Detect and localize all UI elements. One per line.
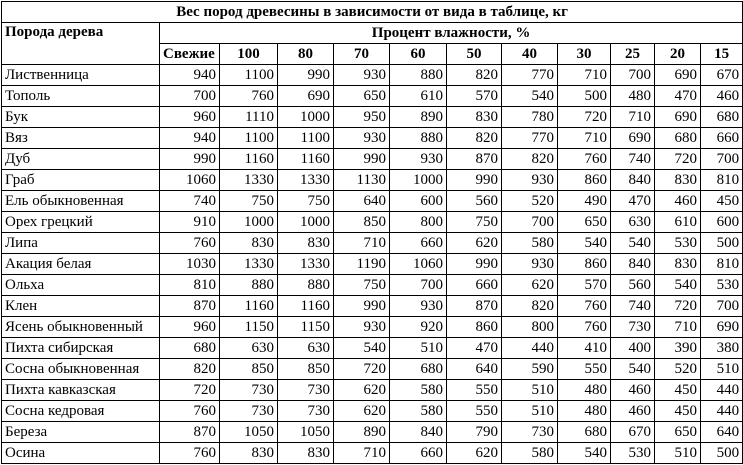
weight-value-cell: 630	[278, 338, 334, 359]
moisture-group-header: Процент влажности, %	[160, 23, 743, 44]
weight-value-cell: 660	[701, 128, 743, 149]
table-row	[2, 296, 743, 317]
weight-value-cell: 1050	[278, 422, 334, 443]
weight-value-cell: 470	[655, 86, 701, 107]
weight-value-cell: 770	[502, 128, 558, 149]
weight-value-cell: 590	[502, 359, 558, 380]
table-header	[2, 2, 743, 65]
weight-value-cell: 460	[701, 86, 743, 107]
weight-value-cell: 830	[655, 254, 701, 275]
weight-value-cell: 930	[334, 128, 390, 149]
weight-value-cell: 740	[611, 149, 655, 170]
weight-value-cell: 840	[390, 422, 447, 443]
weight-value-cell: 710	[558, 65, 611, 86]
table-row	[2, 128, 743, 149]
weight-value-cell: 690	[655, 65, 701, 86]
weight-value-cell: 680	[390, 359, 447, 380]
weight-value-cell: 620	[502, 275, 558, 296]
weight-value-cell: 620	[334, 380, 390, 401]
caption-row	[2, 2, 743, 23]
weight-value-cell: 920	[390, 317, 447, 338]
weight-value-cell: 660	[390, 233, 447, 254]
table-caption: Вес пород древесины в зависимости от вида в таблице, кг	[2, 2, 743, 23]
weight-value-cell: 730	[278, 380, 334, 401]
weight-value-cell: 850	[278, 359, 334, 380]
weight-value-cell: 910	[160, 212, 220, 233]
weight-value-cell: 810	[701, 254, 743, 275]
weight-value-cell: 710	[334, 443, 390, 464]
wood-species-name: Бук	[2, 107, 160, 128]
table-row	[2, 170, 743, 191]
wood-species-name: Пихта сибирская	[2, 338, 160, 359]
wood-species-name: Сосна обыкновенная	[2, 359, 160, 380]
wood-species-name: Ольха	[2, 275, 160, 296]
weight-value-cell: 690	[611, 128, 655, 149]
weight-value-cell: 1160	[220, 149, 278, 170]
weight-value-cell: 720	[558, 107, 611, 128]
weight-value-cell: 620	[334, 401, 390, 422]
wood-species-name: Тополь	[2, 86, 160, 107]
column-header: 15	[701, 44, 743, 65]
weight-value-cell: 730	[611, 317, 655, 338]
weight-value-cell: 830	[278, 443, 334, 464]
weight-value-cell: 510	[390, 338, 447, 359]
weight-value-cell: 620	[447, 443, 502, 464]
weight-value-cell: 690	[655, 107, 701, 128]
table-row	[2, 86, 743, 107]
weight-value-cell: 870	[160, 296, 220, 317]
weight-value-cell: 850	[334, 212, 390, 233]
weight-value-cell: 830	[278, 233, 334, 254]
weight-value-cell: 510	[701, 359, 743, 380]
column-header: 100	[220, 44, 278, 65]
weight-value-cell: 720	[160, 380, 220, 401]
weight-value-cell: 800	[502, 317, 558, 338]
weight-value-cell: 890	[390, 107, 447, 128]
wood-species-name: Граб	[2, 170, 160, 191]
table-row	[2, 233, 743, 254]
weight-value-cell: 710	[611, 107, 655, 128]
weight-value-cell: 460	[611, 401, 655, 422]
weight-value-cell: 680	[160, 338, 220, 359]
weight-value-cell: 700	[502, 212, 558, 233]
table-row	[2, 149, 743, 170]
weight-value-cell: 960	[160, 317, 220, 338]
weight-value-cell: 680	[701, 107, 743, 128]
weight-value-cell: 1330	[220, 254, 278, 275]
weight-value-cell: 820	[502, 296, 558, 317]
wood-species-name: Вяз	[2, 128, 160, 149]
weight-value-cell: 1000	[390, 170, 447, 191]
table-row	[2, 107, 743, 128]
weight-value-cell: 870	[160, 422, 220, 443]
weight-value-cell: 1110	[220, 107, 278, 128]
weight-value-cell: 660	[390, 443, 447, 464]
table-row	[2, 191, 743, 212]
weight-value-cell: 640	[334, 191, 390, 212]
weight-value-cell: 700	[611, 65, 655, 86]
weight-value-cell: 610	[655, 212, 701, 233]
column-header: 25	[611, 44, 655, 65]
table-body	[2, 65, 743, 464]
weight-value-cell: 500	[701, 233, 743, 254]
weight-value-cell: 660	[447, 275, 502, 296]
weight-value-cell: 700	[390, 275, 447, 296]
weight-value-cell: 530	[655, 233, 701, 254]
weight-value-cell: 830	[220, 233, 278, 254]
table-row	[2, 317, 743, 338]
weight-value-cell: 990	[447, 254, 502, 275]
weight-value-cell: 770	[502, 65, 558, 86]
weight-value-cell: 620	[447, 233, 502, 254]
weight-value-cell: 580	[390, 401, 447, 422]
weight-value-cell: 390	[655, 338, 701, 359]
weight-value-cell: 1000	[278, 212, 334, 233]
weight-value-cell: 570	[558, 275, 611, 296]
weight-value-cell: 700	[701, 296, 743, 317]
weight-value-cell: 460	[611, 380, 655, 401]
weight-value-cell: 990	[447, 170, 502, 191]
wood-species-name: Ель обыкновенная	[2, 191, 160, 212]
weight-value-cell: 840	[611, 170, 655, 191]
weight-value-cell: 510	[655, 443, 701, 464]
column-header: 80	[278, 44, 334, 65]
weight-value-cell: 750	[220, 191, 278, 212]
weight-value-cell: 510	[502, 401, 558, 422]
weight-value-cell: 1100	[220, 128, 278, 149]
column-header: 50	[447, 44, 502, 65]
weight-value-cell: 550	[447, 401, 502, 422]
weight-value-cell: 730	[220, 401, 278, 422]
weight-value-cell: 930	[502, 254, 558, 275]
weight-value-cell: 940	[160, 65, 220, 86]
weight-value-cell: 830	[447, 107, 502, 128]
table-row	[2, 338, 743, 359]
weight-value-cell: 1060	[160, 170, 220, 191]
weight-value-cell: 880	[220, 275, 278, 296]
weight-value-cell: 690	[278, 86, 334, 107]
weight-value-cell: 600	[701, 212, 743, 233]
column-header: 60	[390, 44, 447, 65]
weight-value-cell: 570	[447, 86, 502, 107]
weight-value-cell: 540	[611, 233, 655, 254]
weight-value-cell: 820	[160, 359, 220, 380]
weight-value-cell: 800	[390, 212, 447, 233]
weight-value-cell: 1130	[334, 170, 390, 191]
wood-species-name: Клен	[2, 296, 160, 317]
weight-value-cell: 520	[655, 359, 701, 380]
weight-value-cell: 480	[558, 401, 611, 422]
weight-value-cell: 710	[558, 128, 611, 149]
weight-value-cell: 870	[447, 149, 502, 170]
weight-value-cell: 440	[502, 338, 558, 359]
weight-value-cell: 1030	[160, 254, 220, 275]
column-header: 20	[655, 44, 701, 65]
weight-value-cell: 760	[160, 401, 220, 422]
weight-value-cell: 580	[390, 380, 447, 401]
weight-value-cell: 440	[701, 380, 743, 401]
weight-value-cell: 760	[558, 296, 611, 317]
weight-value-cell: 820	[502, 149, 558, 170]
weight-value-cell: 860	[558, 170, 611, 191]
weight-value-cell: 880	[278, 275, 334, 296]
weight-value-cell: 760	[160, 233, 220, 254]
weight-value-cell: 600	[390, 191, 447, 212]
weight-value-cell: 720	[655, 149, 701, 170]
weight-value-cell: 860	[558, 254, 611, 275]
weight-value-cell: 550	[447, 380, 502, 401]
weight-value-cell: 930	[390, 149, 447, 170]
weight-value-cell: 960	[160, 107, 220, 128]
weight-value-cell: 1150	[220, 317, 278, 338]
weight-value-cell: 380	[701, 338, 743, 359]
weight-value-cell: 930	[390, 296, 447, 317]
weight-value-cell: 540	[611, 359, 655, 380]
weight-value-cell: 850	[220, 359, 278, 380]
weight-value-cell: 550	[558, 359, 611, 380]
wood-species-name: Осина	[2, 443, 160, 464]
weight-value-cell: 1150	[278, 317, 334, 338]
weight-value-cell: 650	[334, 86, 390, 107]
table-row	[2, 443, 743, 464]
weight-value-cell: 1050	[220, 422, 278, 443]
weight-value-cell: 580	[502, 443, 558, 464]
table-row	[2, 422, 743, 443]
row-header-label: Порода дерева	[2, 23, 160, 65]
weight-value-cell: 610	[390, 86, 447, 107]
weight-value-cell: 450	[701, 191, 743, 212]
table-row	[2, 212, 743, 233]
weight-value-cell: 990	[334, 296, 390, 317]
weight-value-cell: 950	[334, 107, 390, 128]
group-header-row	[2, 23, 743, 44]
weight-value-cell: 990	[160, 149, 220, 170]
weight-value-cell: 1160	[278, 296, 334, 317]
wood-weight-table	[1, 1, 743, 464]
weight-value-cell: 710	[655, 317, 701, 338]
weight-value-cell: 720	[655, 296, 701, 317]
weight-value-cell: 1190	[334, 254, 390, 275]
weight-value-cell: 760	[160, 443, 220, 464]
weight-value-cell: 730	[220, 380, 278, 401]
weight-value-cell: 450	[655, 401, 701, 422]
weight-value-cell: 410	[558, 338, 611, 359]
weight-value-cell: 670	[701, 65, 743, 86]
weight-value-cell: 500	[701, 443, 743, 464]
column-header: 30	[558, 44, 611, 65]
weight-value-cell: 1000	[278, 107, 334, 128]
weight-value-cell: 560	[447, 191, 502, 212]
weight-value-cell: 750	[334, 275, 390, 296]
weight-value-cell: 930	[502, 170, 558, 191]
weight-value-cell: 480	[611, 86, 655, 107]
weight-value-cell: 470	[447, 338, 502, 359]
weight-value-cell: 880	[390, 128, 447, 149]
weight-value-cell: 1100	[278, 128, 334, 149]
wood-species-name: Дуб	[2, 149, 160, 170]
weight-value-cell: 630	[611, 212, 655, 233]
table-row	[2, 401, 743, 422]
weight-value-cell: 400	[611, 338, 655, 359]
wood-species-name: Береза	[2, 422, 160, 443]
wood-species-name: Ясень обыкновенный	[2, 317, 160, 338]
weight-value-cell: 730	[278, 401, 334, 422]
weight-value-cell: 740	[160, 191, 220, 212]
weight-value-cell: 780	[502, 107, 558, 128]
weight-value-cell: 540	[334, 338, 390, 359]
weight-value-cell: 840	[611, 254, 655, 275]
weight-value-cell: 510	[502, 380, 558, 401]
weight-value-cell: 700	[160, 86, 220, 107]
weight-value-cell: 820	[447, 65, 502, 86]
weight-value-cell: 540	[558, 233, 611, 254]
weight-value-cell: 650	[558, 212, 611, 233]
weight-value-cell: 650	[655, 422, 701, 443]
wood-species-name: Липа	[2, 233, 160, 254]
weight-value-cell: 1160	[278, 149, 334, 170]
weight-value-cell: 870	[447, 296, 502, 317]
weight-value-cell: 480	[558, 380, 611, 401]
wood-species-name: Орех грецкий	[2, 212, 160, 233]
weight-value-cell: 830	[220, 443, 278, 464]
wood-species-name: Лиственница	[2, 65, 160, 86]
weight-value-cell: 820	[447, 128, 502, 149]
weight-value-cell: 530	[701, 275, 743, 296]
weight-value-cell: 810	[701, 170, 743, 191]
table-row	[2, 254, 743, 275]
weight-value-cell: 540	[502, 86, 558, 107]
weight-value-cell: 560	[611, 275, 655, 296]
weight-value-cell: 1160	[220, 296, 278, 317]
weight-value-cell: 670	[611, 422, 655, 443]
weight-value-cell: 460	[655, 191, 701, 212]
weight-value-cell: 730	[502, 422, 558, 443]
weight-value-cell: 700	[701, 149, 743, 170]
weight-value-cell: 990	[278, 65, 334, 86]
weight-value-cell: 450	[655, 380, 701, 401]
weight-value-cell: 880	[390, 65, 447, 86]
weight-value-cell: 760	[558, 149, 611, 170]
weight-value-cell: 490	[558, 191, 611, 212]
weight-value-cell: 540	[558, 443, 611, 464]
column-header: 70	[334, 44, 390, 65]
weight-value-cell: 440	[701, 401, 743, 422]
weight-value-cell: 640	[447, 359, 502, 380]
weight-value-cell: 1330	[278, 170, 334, 191]
weight-value-cell: 750	[278, 191, 334, 212]
weight-value-cell: 690	[701, 317, 743, 338]
weight-value-cell: 830	[655, 170, 701, 191]
weight-value-cell: 750	[447, 212, 502, 233]
table-row	[2, 380, 743, 401]
wood-species-name: Пихта кавказская	[2, 380, 160, 401]
weight-value-cell: 640	[701, 422, 743, 443]
weight-value-cell: 530	[611, 443, 655, 464]
weight-value-cell: 930	[334, 317, 390, 338]
table-row	[2, 65, 743, 86]
weight-value-cell: 470	[611, 191, 655, 212]
weight-value-cell: 740	[611, 296, 655, 317]
weight-value-cell: 860	[447, 317, 502, 338]
weight-value-cell: 520	[502, 191, 558, 212]
wood-species-name: Акация белая	[2, 254, 160, 275]
table-row	[2, 359, 743, 380]
table-row	[2, 275, 743, 296]
weight-value-cell: 680	[558, 422, 611, 443]
weight-value-cell: 1100	[220, 65, 278, 86]
weight-value-cell: 720	[334, 359, 390, 380]
weight-value-cell: 1330	[220, 170, 278, 191]
weight-value-cell: 940	[160, 128, 220, 149]
weight-value-cell: 760	[558, 317, 611, 338]
weight-value-cell: 680	[655, 128, 701, 149]
wood-species-name: Сосна кедровая	[2, 401, 160, 422]
column-header: 40	[502, 44, 558, 65]
weight-value-cell: 1330	[278, 254, 334, 275]
weight-value-cell: 500	[558, 86, 611, 107]
weight-value-cell: 990	[334, 149, 390, 170]
weight-value-cell: 580	[502, 233, 558, 254]
weight-value-cell: 1060	[390, 254, 447, 275]
weight-value-cell: 1000	[220, 212, 278, 233]
weight-value-cell: 710	[334, 233, 390, 254]
weight-value-cell: 790	[447, 422, 502, 443]
column-header: Свежие	[160, 44, 220, 65]
weight-value-cell: 890	[334, 422, 390, 443]
weight-value-cell: 630	[220, 338, 278, 359]
weight-value-cell: 930	[334, 65, 390, 86]
weight-value-cell: 810	[160, 275, 220, 296]
weight-value-cell: 540	[655, 275, 701, 296]
weight-value-cell: 760	[220, 86, 278, 107]
